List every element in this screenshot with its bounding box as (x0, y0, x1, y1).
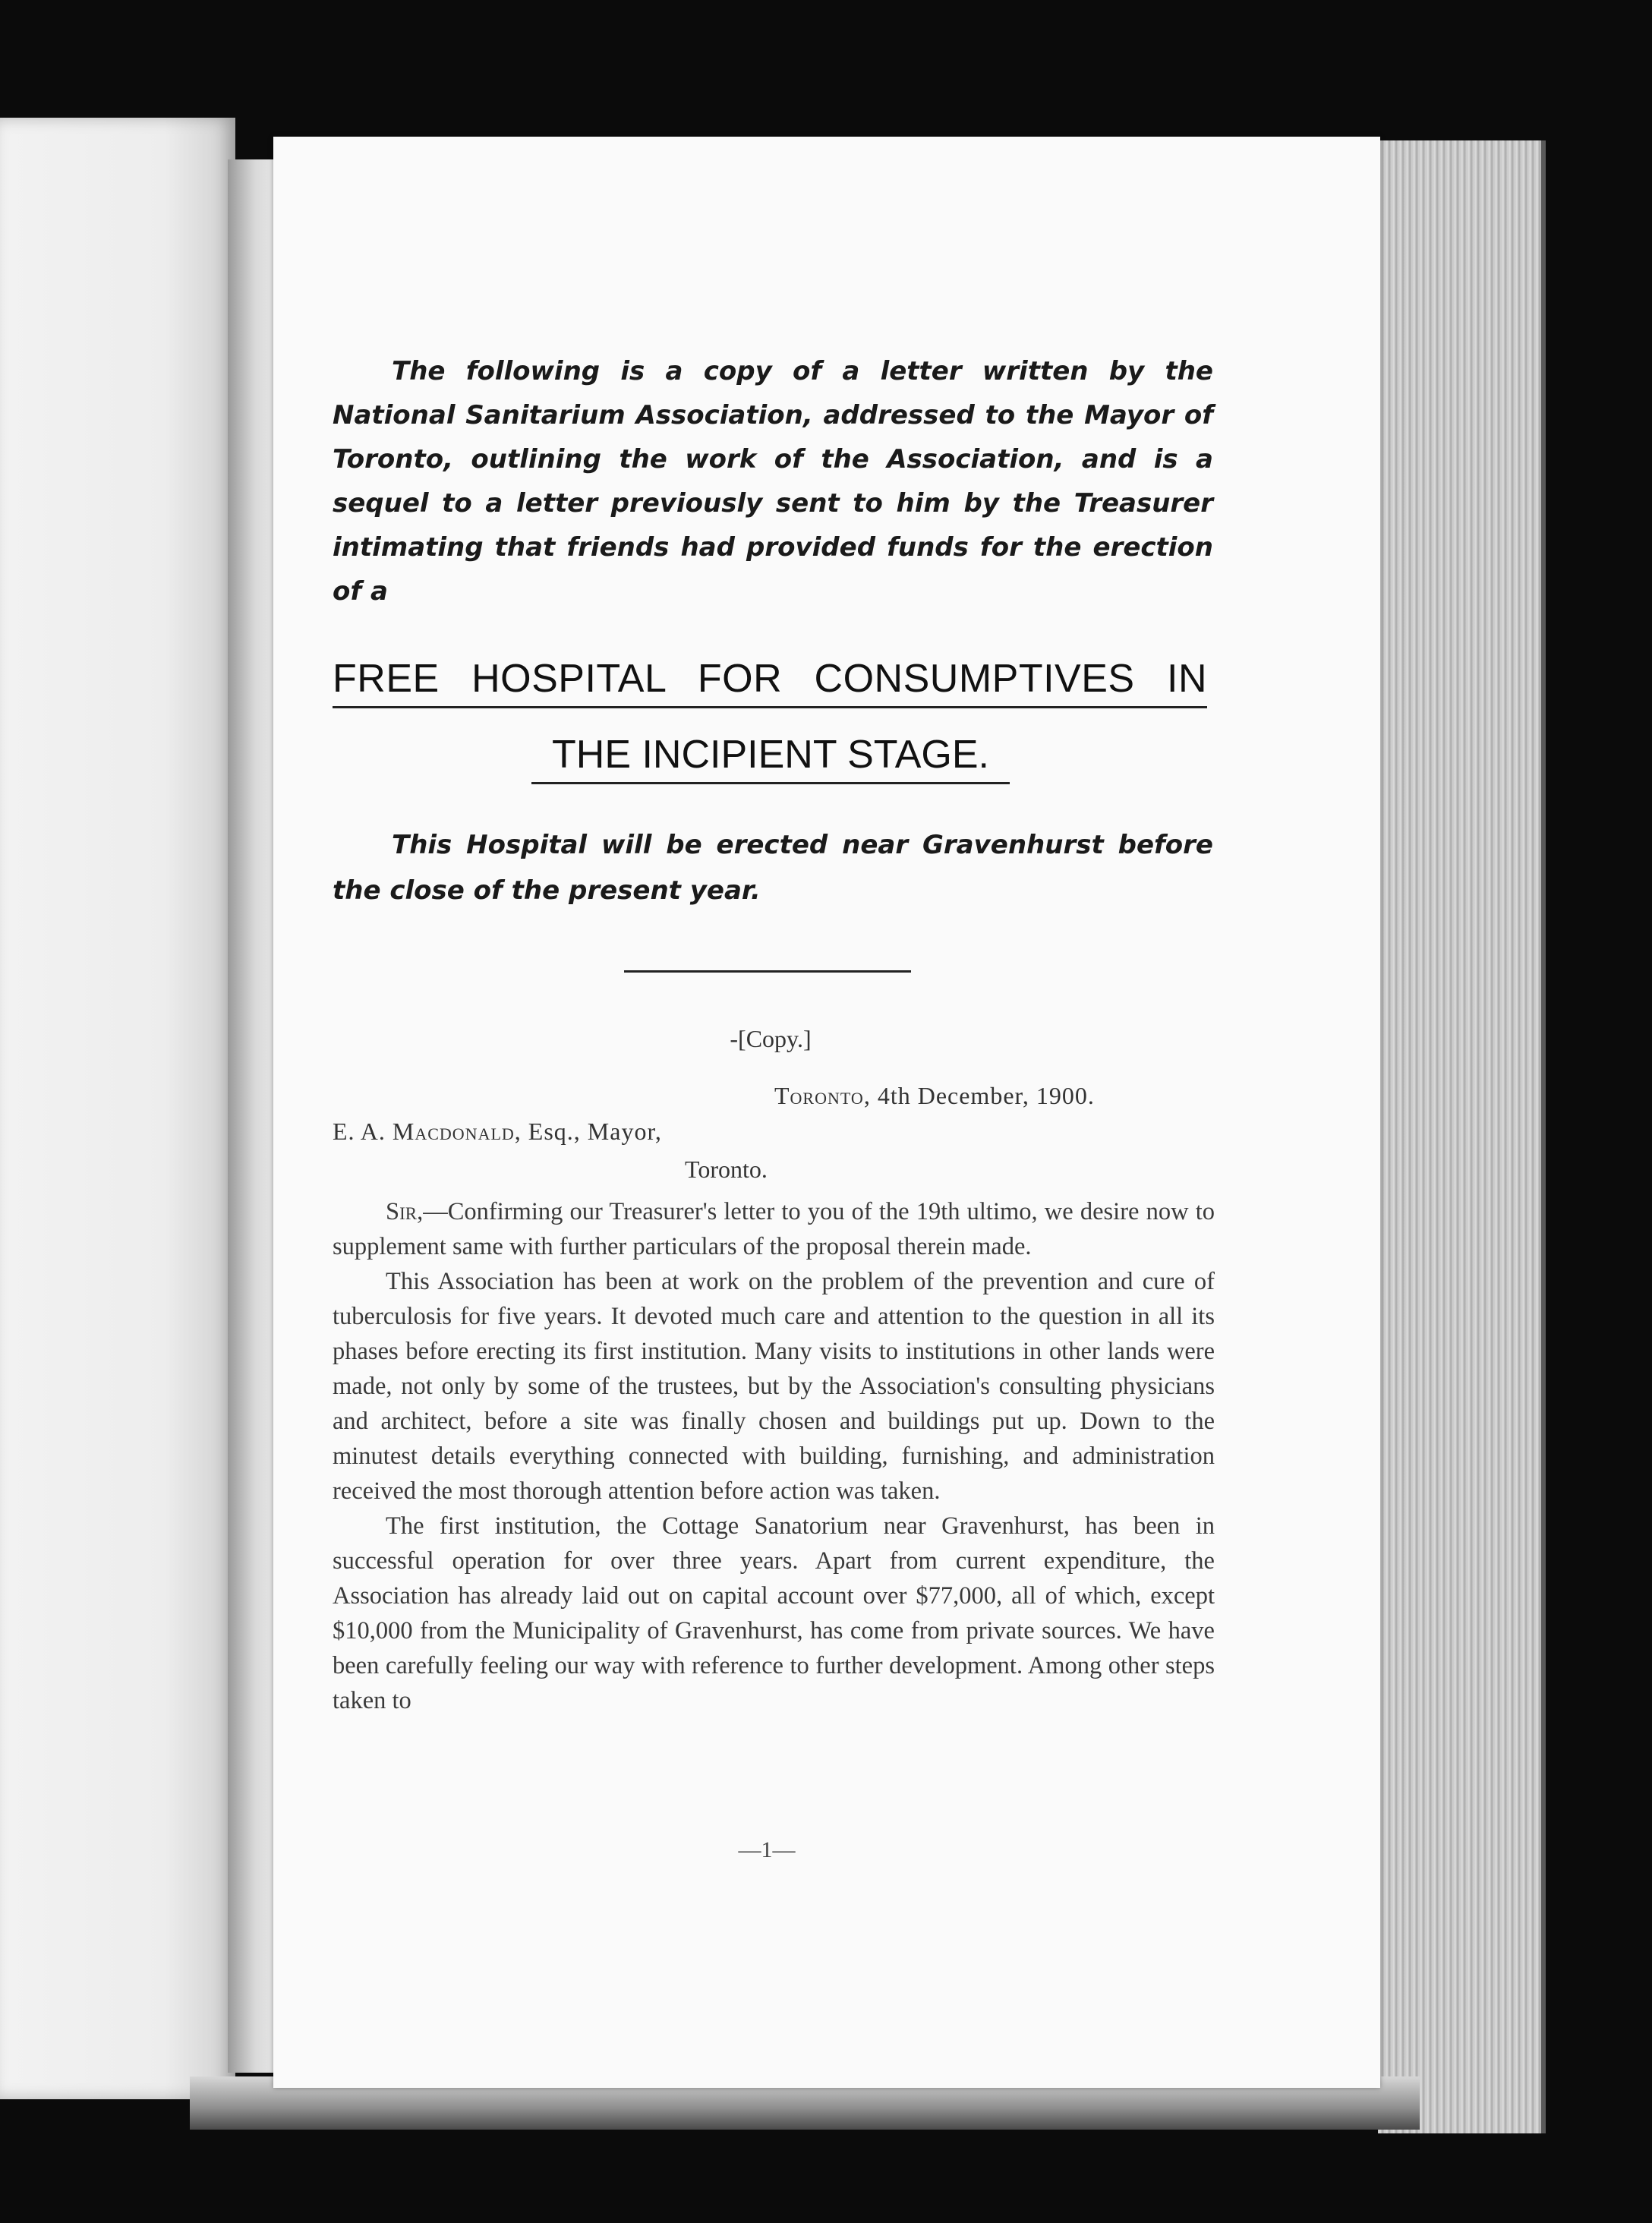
addressee-city: Toronto. (685, 1156, 768, 1183)
copy-label: -[Copy.] (730, 1025, 812, 1052)
letter-body (333, 1194, 1215, 1718)
left-page (0, 118, 235, 2099)
page-number: —1— (738, 1837, 796, 1862)
letter-paragraph: This Association has been at work on the problem of the prevention and cure of tuberculosis for five years. It devoted much care and attention to the question in all its phases before erecting its first institution. Many visits to institutions in other lands were made, not only by some of the trustees, but by the Association's consulting physicians and architect, before a site was finally chosen and buildings put up. Down to the minutest details everything connected with building, furnishing, and administration received the most thorough attention before action was taken. (333, 1268, 1215, 1505)
hospital-note: This Hospital will be erected near Gravenhurst before the close of the present year. (333, 830, 1213, 906)
letter-dateline (774, 1082, 1200, 1110)
letter-paragraph (333, 1194, 1215, 1264)
addressee-line (333, 1118, 662, 1146)
headline-line-1: FREE HOSPITAL FOR CONSUMPTIVES IN (333, 657, 1207, 701)
intro-paragraph: The following is a copy of a letter written by the National Sanitarium Association, addressed to the Mayor of Toronto, outlining the work of the Association, and is a sequel to a letter previously sent to him by the Treasurer intimating that friends had provided funds for the erection of a (333, 356, 1213, 607)
dateline-date: 4th December, 1900. (877, 1082, 1095, 1109)
headline-line-2: THE INCIPIENT STAGE. (552, 733, 989, 777)
paragraph-text: —Confirming our Treasurer's letter to you of the 19th ultimo, we desire now to supplement same with further particulars of the proposal therein made. (333, 1198, 1215, 1260)
addressee-title: Esq., Mayor, (528, 1118, 662, 1145)
salutation: Sir, (386, 1198, 424, 1225)
headline-underline-1 (333, 706, 1207, 708)
addressee-name: E. A. Macdonald, (333, 1118, 522, 1145)
section-divider (624, 970, 911, 973)
letter-paragraph: The first institution, the Cottage Sanatorium near Gravenhurst, has been in successful operation for over three years. Apart from current expenditure, the Association has already laid out on capital account over $77,000, all of which, except $10,000 from the Municipality of Gravenhurst, has come from private sources. We have been carefully feeling our way with reference to further development. Among other steps taken to (333, 1512, 1215, 1714)
headline-underline-2 (531, 782, 1010, 784)
book-page-edges (1378, 140, 1546, 2133)
dateline-city: Toronto, (774, 1082, 871, 1109)
